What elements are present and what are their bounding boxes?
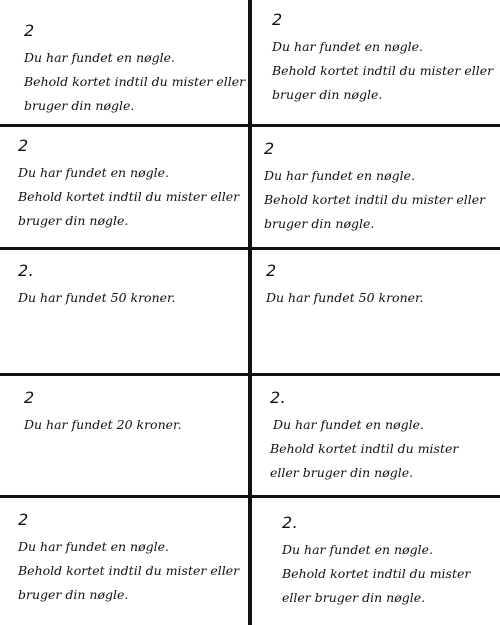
card-number: 2. bbox=[270, 388, 287, 407]
card-text-line: Du har fundet 20 kroner. bbox=[24, 417, 182, 432]
card-9 bbox=[18, 511, 239, 607]
card-6 bbox=[266, 262, 424, 310]
card-number: 2 bbox=[264, 139, 275, 158]
card-text-line: Du har fundet en nøgle. bbox=[282, 542, 433, 557]
card-text-line: bruger din nøgle. bbox=[272, 87, 383, 102]
card-10 bbox=[282, 514, 470, 610]
vertical-divider bbox=[248, 0, 252, 625]
card-text-line: eller bruger din nøgle. bbox=[282, 590, 426, 605]
card-text-line: bruger din nøgle. bbox=[18, 587, 129, 602]
card-text-line: bruger din nøgle. bbox=[18, 213, 129, 228]
card-number: 2 bbox=[18, 510, 29, 529]
card-1 bbox=[24, 22, 245, 118]
horizontal-divider bbox=[0, 124, 500, 127]
card-text-line: Du har fundet en nøgle. bbox=[272, 39, 423, 54]
card-text-line: Du har fundet en nøgle. bbox=[18, 165, 169, 180]
card-number: 2. bbox=[18, 261, 35, 280]
card-number: 2 bbox=[24, 388, 35, 407]
card-text-line: Du har fundet en nøgle. bbox=[264, 168, 415, 183]
card-8 bbox=[270, 389, 458, 485]
card-7 bbox=[24, 389, 182, 437]
card-text-line: Du har fundet 50 kroner. bbox=[266, 290, 424, 305]
card-text-line: Behold kortet indtil du mister eller bbox=[272, 63, 494, 78]
card-text-line: Behold kortet indtil du mister eller bbox=[18, 189, 240, 204]
card-number: 2 bbox=[272, 10, 283, 29]
card-2 bbox=[272, 11, 493, 107]
card-text-line: Behold kortet indtil du mister eller bbox=[18, 563, 240, 578]
card-5 bbox=[18, 262, 176, 310]
card-text-line: Du har fundet en nøgle. bbox=[18, 539, 169, 554]
card-text-line: Du har fundet en nøgle. bbox=[273, 417, 424, 432]
card-number: 2 bbox=[18, 136, 29, 155]
card-text-line: Behold kortet indtil du mister bbox=[270, 441, 459, 456]
card-text-line: Du har fundet en nøgle. bbox=[24, 50, 175, 65]
card-number: 2 bbox=[266, 261, 277, 280]
card-text-line: Behold kortet indtil du mister eller bbox=[264, 192, 486, 207]
card-3 bbox=[18, 137, 239, 233]
card-text-line: Du har fundet 50 kroner. bbox=[18, 290, 176, 305]
card-text-line: eller bruger din nøgle. bbox=[270, 465, 414, 480]
card-text-line: Behold kortet indtil du mister eller bbox=[24, 74, 246, 89]
horizontal-divider bbox=[0, 373, 500, 376]
horizontal-divider bbox=[0, 495, 500, 498]
horizontal-divider bbox=[0, 247, 500, 250]
card-number: 2 bbox=[24, 21, 35, 40]
card-text-line: Behold kortet indtil du mister bbox=[282, 566, 471, 581]
card-text-line: bruger din nøgle. bbox=[24, 98, 135, 113]
card-4 bbox=[264, 140, 485, 236]
card-number: 2. bbox=[282, 513, 299, 532]
card-text-line: bruger din nøgle. bbox=[264, 216, 375, 231]
